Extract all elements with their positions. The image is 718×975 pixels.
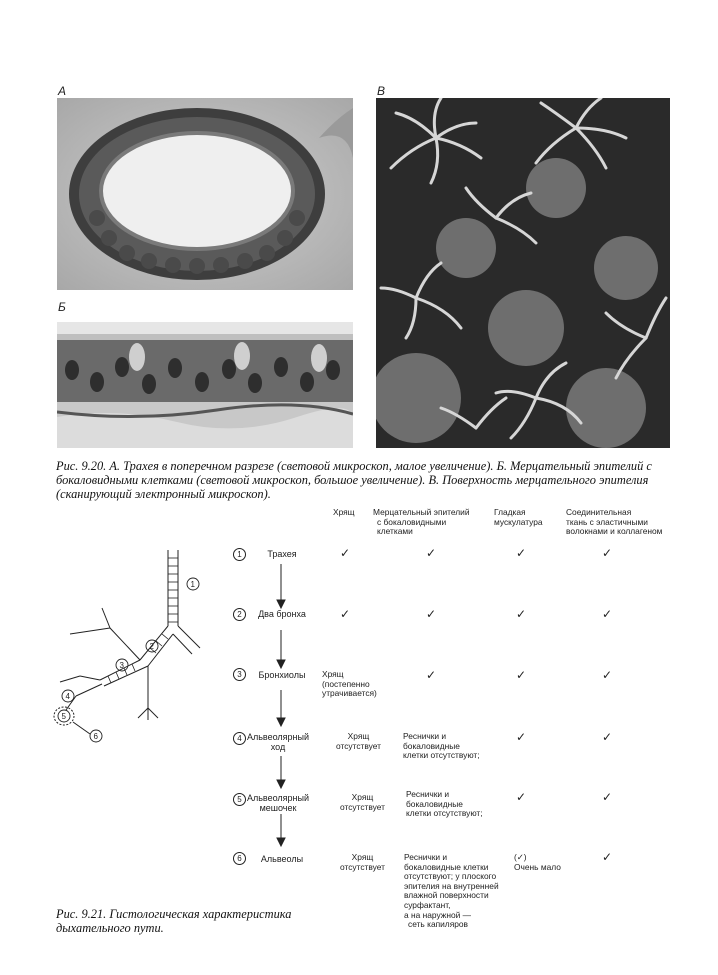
row5-epithelium-line-3: клетки отсутствуют; [406, 808, 483, 819]
row4-connective-check: ✓ [602, 730, 613, 744]
row4-cartilage-text [336, 732, 381, 751]
row4-label-line-1: Альвеолярный [246, 732, 310, 742]
flow-arrows [274, 560, 288, 860]
header-muscle-line-1: Гладкая [494, 507, 526, 517]
row4-epithelium-line-1: Реснички и [403, 731, 447, 741]
diagram-label-2: 2 [149, 642, 154, 651]
diagram-label-1: 1 [190, 580, 195, 589]
row-label-alveolar-sac [246, 793, 310, 813]
row6-epithelium-line-3: отсутствуют; у плоского [404, 871, 497, 882]
row-number-4: 4 [233, 732, 246, 745]
row6-cartilage-line-1: Хрящ [351, 852, 374, 862]
row2-muscle-check: ✓ [516, 607, 527, 621]
fig921-caption-line-1: Рис. 9.21. Гистологическая характеристика [56, 907, 292, 921]
row5-label-line-2: мешочек [259, 803, 297, 813]
row1-cartilage-check: ✓ [340, 546, 351, 560]
trachea-cross-section-photo [57, 98, 353, 290]
row5-cartilage-text [340, 793, 385, 812]
header-epithelium-line-2: с бокаловидными [377, 516, 447, 527]
row6-connective-check: ✓ [602, 850, 613, 864]
header-connective-line-1: Соединительная [566, 507, 632, 517]
row6-muscle-text [514, 853, 561, 872]
row3-cartilage-line-1: Хрящ [322, 669, 344, 679]
sem-cilia-surface-photo [376, 98, 670, 448]
header-muscle [494, 508, 543, 527]
header-connective [566, 508, 662, 537]
row6-epithelium-line-4: эпителия на внутренней [404, 880, 499, 891]
row6-epithelium-line-1: Реснички и [404, 852, 448, 862]
header-epithelium-line-3: клетками [377, 526, 413, 537]
header-cartilage: Хрящ [333, 507, 355, 517]
figure-9-20-caption [56, 459, 676, 501]
panel-label-a: А [58, 84, 67, 98]
header-epithelium-line-1: Мерцательный эпителий [373, 507, 470, 517]
figure-9-21-caption [56, 907, 326, 935]
row3-muscle-check: ✓ [516, 668, 527, 682]
header-epithelium [373, 508, 483, 537]
caption-line-3: (сканирующий электронный микроскоп). [56, 487, 271, 501]
row6-epithelium-text [404, 853, 512, 930]
row6-cartilage-text [340, 853, 385, 872]
row-number-5: 5 [233, 793, 246, 806]
header-connective-line-2: ткань с эластичными [566, 516, 648, 527]
row-label-two-bronchi: Два бронха [258, 609, 306, 619]
row2-epithelium-check: ✓ [426, 607, 437, 621]
row5-epithelium-text [406, 790, 483, 819]
row-number-1: 1 [233, 548, 246, 561]
row2-connective-check: ✓ [602, 607, 613, 621]
caption-line-1: Рис. 9.20. А. Трахея в поперечном разрезе (световой микроскоп, малое увеличение). Б. Мерцательный эпителий с [56, 459, 652, 473]
row-label-alveolar-duct [246, 732, 310, 752]
row5-cartilage-line-2: отсутствует [340, 801, 385, 812]
row6-epithelium-line-8: сеть капиляров [408, 919, 468, 930]
row5-epithelium-line-2: бокаловидные [406, 798, 463, 809]
caption-line-2: бокаловидными клетками (световой микроскоп, большое увеличение). В. Поверхность мерцательного эпителия [56, 473, 649, 487]
sem-cilia-surface-image [376, 98, 670, 448]
row1-muscle-check: ✓ [516, 546, 527, 560]
row2-cartilage-check: ✓ [340, 607, 351, 621]
header-connective-line-3: волокнами и коллагеном [566, 526, 663, 537]
row-number-2: 2 [233, 608, 246, 621]
trachea-cross-section-image [57, 98, 353, 290]
diagram-label-3: 3 [119, 661, 124, 670]
row3-cartilage-line-2: (постепенно [322, 678, 370, 689]
row5-cartilage-line-1: Хрящ [351, 792, 374, 802]
row5-muscle-check: ✓ [516, 790, 527, 804]
row-number-3: 3 [233, 668, 246, 681]
row6-epithelium-line-2: бокаловидные клетки [404, 861, 489, 872]
panel-label-v: В [377, 84, 386, 98]
row6-muscle-line-2: Очень мало [514, 861, 561, 872]
row-label-bronchioles: Бронхиолы [258, 670, 306, 680]
row4-epithelium-line-3: клетки отсутствуют; [403, 750, 480, 761]
airway-branching-diagram [40, 548, 210, 758]
row6-epithelium-line-7: а на наружной — [404, 909, 471, 920]
row6-epithelium-line-6: сурфактант, [404, 899, 451, 910]
fig921-caption-line-2: дыхательного пути. [56, 921, 164, 935]
row3-cartilage-line-3: утрачивается) [322, 688, 377, 699]
row1-connective-check: ✓ [602, 546, 613, 560]
diagram-label-4: 4 [65, 692, 70, 701]
row4-epithelium-text [403, 732, 480, 761]
diagram-label-5: 5 [61, 712, 66, 721]
header-muscle-line-2: мускулатура [494, 516, 543, 527]
row-label-trachea: Трахея [267, 549, 297, 559]
row4-label-line-2: ход [270, 742, 286, 752]
row-label-alveoli: Альвеолы [260, 854, 304, 864]
ciliated-epithelium-image [57, 322, 353, 448]
row5-epithelium-line-1: Реснички и [406, 789, 450, 799]
row1-epithelium-check: ✓ [426, 546, 437, 560]
row3-cartilage-text [322, 670, 402, 699]
row4-muscle-check: ✓ [516, 730, 527, 744]
diagram-label-6: 6 [93, 732, 98, 741]
row6-muscle-line-1: (✓) [514, 852, 527, 862]
row3-epithelium-check: ✓ [426, 668, 437, 682]
row3-connective-check: ✓ [602, 668, 613, 682]
row4-epithelium-line-2: бокаловидные [403, 740, 460, 751]
row-number-6: 6 [233, 852, 246, 865]
row5-connective-check: ✓ [602, 790, 613, 804]
row6-cartilage-line-2: отсутствует [340, 861, 385, 872]
row6-epithelium-line-5: влажной поверхности [404, 890, 489, 901]
row5-label-line-1: Альвеолярный [246, 793, 310, 803]
ciliated-epithelium-photo [57, 322, 353, 448]
panel-label-b: Б [58, 300, 66, 314]
row4-cartilage-line-2: отсутствует [336, 740, 381, 751]
row4-cartilage-line-1: Хрящ [347, 731, 370, 741]
